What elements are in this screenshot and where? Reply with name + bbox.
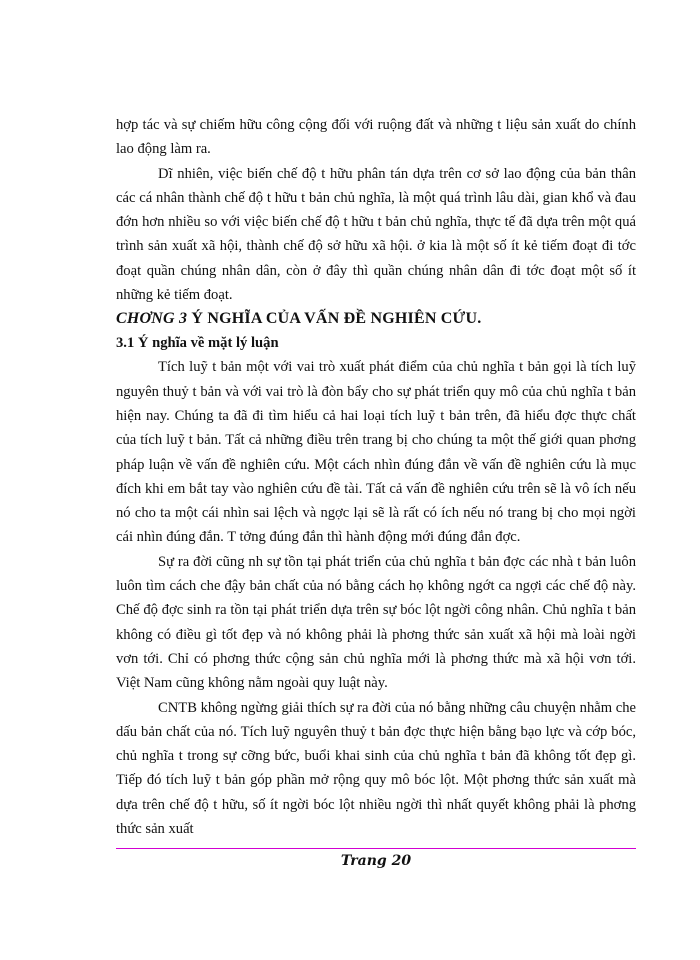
section-heading: 3.1 Ý nghĩa về mặt lý luận [116, 335, 279, 352]
paragraph-private-ownership: Dĩ nhiên, việc biến chế độ t hữu phân tán dựa trên cơ sở lao động của bản thân các cá nhân thành chế độ t hữu t bản chủ nghĩa, là một quá trình lâu dài, gian khổ và đau đớn hơn nhiều so với việc biến chế độ t hữu t bản chủ nghĩa, thực tế đã dựa trên một quá trình sản xuất xã hội, thành chế độ sở hữu xã hội. ở kia là một số ít kẻ tiếm đoạt đi tớc đoạt quần chúng nhân dân, còn ở đây thì quần chúng nhân dân đi tớc đoạt một số ít những kẻ tiếm đoạt. [116, 165, 636, 304]
chapter-title: Ý NGHĨA CỦA VẤN ĐỀ NGHIÊN CỨU. [191, 310, 482, 328]
paragraph-cntb: CNTB không ngừng giải thích sự ra đời của nó bằng những câu chuyện nhằm che dấu bản chất của nó. Tích luỹ nguyên thuỷ t bản đợc thực hiện bằng bạo lực và cớp bóc, chủ nghĩa t trong sự cỡng bức, buổi khai sinh của chủ nghĩa t bản đã không tốt đẹp gì. Tiếp đó tích luỹ t bản góp phần mở rộng quy mô bóc lột. Một phơng thức sản xuất mà dựa trên chế độ t hữu, số ít ngời bóc lột nhiều ngời thì nhất quyết không phải là phơng thức sản xuất [116, 699, 636, 838]
paragraph-continuation: hợp tác và sự chiếm hữu công cộng đối với ruộng đất và những t liệu sản xuất do chính lao động làm ra. [116, 117, 636, 158]
paragraph-accumulation: Tích luỹ t bản một với vai trò xuất phát điểm của chủ nghĩa t bản gọi là tích luỹ nguyên thuỷ t bản và với vai trò là đòn bẩy cho sự phát triển quy mô của chủ nghĩa t bản hiện nay. Chúng ta đã đi tìm hiểu cả hai loại tích luỹ t bản trên, đã hiểu đợc thực chất của tích luỹ t bản. Tất cả những điều trên trang bị cho chúng ta một thế giới quan phơng pháp luận về vấn đề nghiên cứu. Một cách nhìn đúng đắn về vấn đề nghiên cứu là mục đích khi em bắt tay vào nghiên cứu đề tài. Tất cả vấn đề nghiên cứu trên sẽ là vô ích nếu nó cho ta một cái nhìn sai lệch và ngợc lại sẽ là rất có ích nếu nó trang bị cho mọi ngời cái nhìn đúng đắn. T tởng đúng đắn thì hành động mới đúng đắn đợc. [116, 359, 636, 546]
page-number: Trang 20 [340, 853, 412, 869]
chapter-heading [116, 307, 636, 331]
paragraph-capitalism-birth: Sự ra đời cũng nh sự tồn tại phát triển của chủ nghĩa t bản đợc các nhà t bản luôn luôn tìm cách che đậy bản chất của nó bằng cách họ không ngớt ca ngợi các chế độ này. Chế độ đợc sinh ra tồn tại phát triển dựa trên sự bóc lột ngời công nhân. Chủ nghĩa t bản không có điều gì tốt đẹp và nó không phải là phơng thức sản xuất xã hội mà loài ngời vơn tới. Chỉ có phơng thức cộng sản chủ nghĩa mới là phơng thức mà xã hội vơn tới. Việt Nam cũng không nằm ngoài quy luật này. [116, 553, 636, 692]
page-content [116, 113, 636, 841]
chapter-label: CHƠNG 3 [116, 310, 188, 328]
footer-rule [116, 848, 636, 849]
